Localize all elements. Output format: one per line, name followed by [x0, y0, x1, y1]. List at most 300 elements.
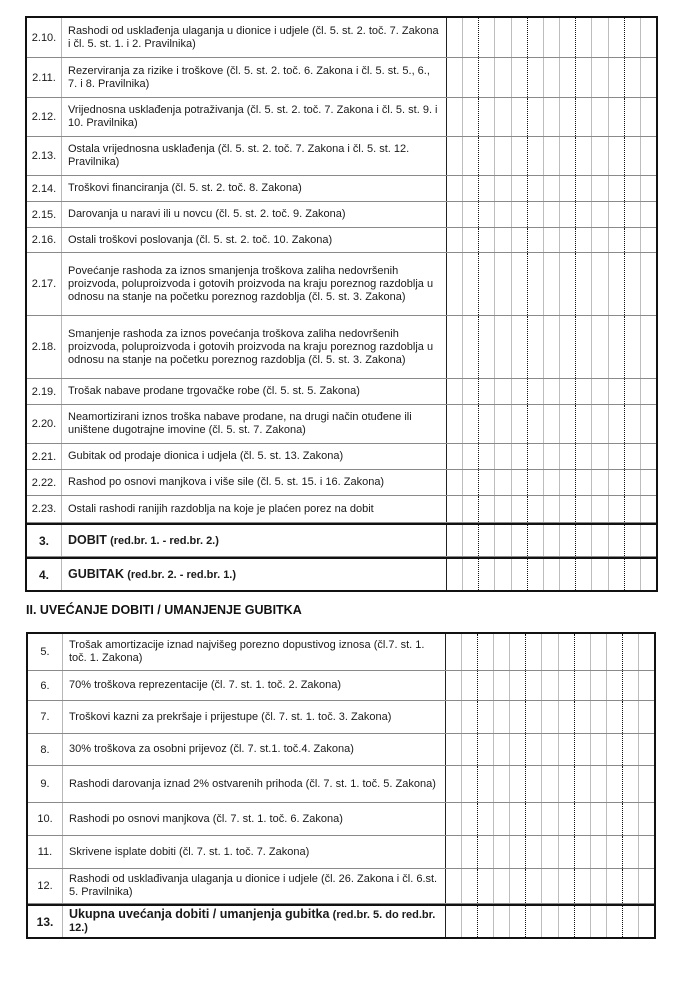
digit-cell[interactable]: [625, 202, 641, 227]
digit-cell[interactable]: [641, 137, 656, 175]
amount-input-grid[interactable]: [446, 58, 656, 97]
digit-cell[interactable]: [592, 496, 608, 522]
digit-cell[interactable]: [607, 906, 623, 937]
digit-cell[interactable]: [575, 671, 591, 700]
digit-cell[interactable]: [494, 671, 510, 700]
digit-cell[interactable]: [607, 869, 623, 903]
digit-cell[interactable]: [463, 559, 479, 590]
digit-cell[interactable]: [576, 444, 592, 469]
amount-input-grid[interactable]: [446, 379, 656, 404]
digit-cell[interactable]: [462, 836, 478, 868]
amount-input-grid[interactable]: [446, 496, 656, 522]
amount-input-grid[interactable]: [446, 559, 656, 590]
digit-cell[interactable]: [559, 803, 575, 835]
amount-input-grid[interactable]: [446, 405, 656, 443]
digit-cell[interactable]: [592, 559, 608, 590]
digit-cell[interactable]: [446, 836, 462, 868]
digit-cell[interactable]: [576, 316, 592, 378]
digit-cell[interactable]: [559, 869, 575, 903]
digit-cell[interactable]: [544, 379, 560, 404]
digit-cell[interactable]: [447, 379, 463, 404]
digit-cell[interactable]: [609, 559, 625, 590]
digit-cell[interactable]: [609, 405, 625, 443]
digit-cell[interactable]: [591, 906, 607, 937]
digit-cell[interactable]: [609, 98, 625, 136]
digit-cell[interactable]: [609, 470, 625, 495]
digit-cell[interactable]: [446, 803, 462, 835]
digit-cell[interactable]: [479, 137, 495, 175]
digit-cell[interactable]: [526, 671, 542, 700]
digit-cell[interactable]: [625, 253, 641, 315]
digit-cell[interactable]: [641, 253, 656, 315]
digit-cell[interactable]: [641, 496, 656, 522]
digit-cell[interactable]: [544, 18, 560, 57]
digit-cell[interactable]: [625, 228, 641, 252]
amount-input-grid[interactable]: [445, 671, 654, 700]
digit-cell[interactable]: [560, 58, 576, 97]
digit-cell[interactable]: [592, 525, 608, 556]
digit-cell[interactable]: [528, 253, 544, 315]
digit-cell[interactable]: [641, 470, 656, 495]
digit-cell[interactable]: [528, 379, 544, 404]
digit-cell[interactable]: [544, 525, 560, 556]
digit-cell[interactable]: [478, 701, 494, 733]
digit-cell[interactable]: [495, 18, 511, 57]
digit-cell[interactable]: [625, 496, 641, 522]
digit-cell[interactable]: [528, 58, 544, 97]
digit-cell[interactable]: [576, 379, 592, 404]
digit-cell[interactable]: [512, 525, 528, 556]
digit-cell[interactable]: [446, 766, 462, 802]
digit-cell[interactable]: [478, 906, 494, 937]
digit-cell[interactable]: [623, 766, 639, 802]
digit-cell[interactable]: [641, 559, 656, 590]
digit-cell[interactable]: [641, 58, 656, 97]
digit-cell[interactable]: [479, 405, 495, 443]
digit-cell[interactable]: [447, 559, 463, 590]
digit-cell[interactable]: [625, 316, 641, 378]
digit-cell[interactable]: [592, 379, 608, 404]
digit-cell[interactable]: [559, 734, 575, 765]
digit-cell[interactable]: [528, 18, 544, 57]
digit-cell[interactable]: [494, 701, 510, 733]
digit-cell[interactable]: [639, 869, 654, 903]
digit-cell[interactable]: [512, 98, 528, 136]
digit-cell[interactable]: [478, 803, 494, 835]
digit-cell[interactable]: [575, 734, 591, 765]
digit-cell[interactable]: [528, 176, 544, 201]
digit-cell[interactable]: [479, 316, 495, 378]
digit-cell[interactable]: [639, 701, 654, 733]
digit-cell[interactable]: [576, 405, 592, 443]
digit-cell[interactable]: [560, 316, 576, 378]
digit-cell[interactable]: [544, 444, 560, 469]
digit-cell[interactable]: [576, 137, 592, 175]
digit-cell[interactable]: [542, 634, 558, 670]
digit-cell[interactable]: [479, 253, 495, 315]
digit-cell[interactable]: [495, 253, 511, 315]
amount-input-grid[interactable]: [446, 444, 656, 469]
digit-cell[interactable]: [641, 228, 656, 252]
digit-cell[interactable]: [559, 634, 575, 670]
digit-cell[interactable]: [479, 98, 495, 136]
digit-cell[interactable]: [591, 836, 607, 868]
digit-cell[interactable]: [542, 906, 558, 937]
digit-cell[interactable]: [512, 405, 528, 443]
digit-cell[interactable]: [526, 701, 542, 733]
digit-cell[interactable]: [526, 869, 542, 903]
digit-cell[interactable]: [526, 803, 542, 835]
digit-cell[interactable]: [510, 734, 526, 765]
digit-cell[interactable]: [576, 496, 592, 522]
digit-cell[interactable]: [495, 228, 511, 252]
amount-input-grid[interactable]: [446, 137, 656, 175]
digit-cell[interactable]: [560, 496, 576, 522]
digit-cell[interactable]: [479, 202, 495, 227]
digit-cell[interactable]: [591, 634, 607, 670]
digit-cell[interactable]: [641, 202, 656, 227]
digit-cell[interactable]: [495, 379, 511, 404]
digit-cell[interactable]: [641, 316, 656, 378]
digit-cell[interactable]: [575, 836, 591, 868]
digit-cell[interactable]: [623, 734, 639, 765]
digit-cell[interactable]: [494, 766, 510, 802]
digit-cell[interactable]: [625, 98, 641, 136]
digit-cell[interactable]: [478, 734, 494, 765]
digit-cell[interactable]: [463, 137, 479, 175]
digit-cell[interactable]: [591, 869, 607, 903]
digit-cell[interactable]: [591, 701, 607, 733]
digit-cell[interactable]: [544, 405, 560, 443]
digit-cell[interactable]: [462, 701, 478, 733]
digit-cell[interactable]: [576, 559, 592, 590]
digit-cell[interactable]: [623, 634, 639, 670]
digit-cell[interactable]: [576, 253, 592, 315]
digit-cell[interactable]: [542, 671, 558, 700]
digit-cell[interactable]: [609, 58, 625, 97]
digit-cell[interactable]: [495, 470, 511, 495]
digit-cell[interactable]: [609, 316, 625, 378]
digit-cell[interactable]: [447, 444, 463, 469]
digit-cell[interactable]: [528, 137, 544, 175]
digit-cell[interactable]: [625, 559, 641, 590]
digit-cell[interactable]: [592, 176, 608, 201]
digit-cell[interactable]: [542, 766, 558, 802]
digit-cell[interactable]: [544, 58, 560, 97]
digit-cell[interactable]: [526, 906, 542, 937]
digit-cell[interactable]: [544, 316, 560, 378]
digit-cell[interactable]: [512, 137, 528, 175]
digit-cell[interactable]: [463, 253, 479, 315]
digit-cell[interactable]: [479, 444, 495, 469]
digit-cell[interactable]: [512, 444, 528, 469]
digit-cell[interactable]: [560, 253, 576, 315]
digit-cell[interactable]: [479, 559, 495, 590]
digit-cell[interactable]: [560, 559, 576, 590]
digit-cell[interactable]: [607, 671, 623, 700]
digit-cell[interactable]: [447, 176, 463, 201]
digit-cell[interactable]: [575, 906, 591, 937]
digit-cell[interactable]: [609, 202, 625, 227]
digit-cell[interactable]: [592, 253, 608, 315]
digit-cell[interactable]: [495, 98, 511, 136]
digit-cell[interactable]: [478, 766, 494, 802]
digit-cell[interactable]: [639, 766, 654, 802]
digit-cell[interactable]: [447, 228, 463, 252]
digit-cell[interactable]: [478, 634, 494, 670]
amount-input-grid[interactable]: [445, 906, 654, 937]
digit-cell[interactable]: [512, 58, 528, 97]
digit-cell[interactable]: [607, 701, 623, 733]
digit-cell[interactable]: [542, 869, 558, 903]
digit-cell[interactable]: [560, 379, 576, 404]
digit-cell[interactable]: [609, 253, 625, 315]
digit-cell[interactable]: [495, 137, 511, 175]
digit-cell[interactable]: [607, 836, 623, 868]
digit-cell[interactable]: [494, 836, 510, 868]
digit-cell[interactable]: [544, 98, 560, 136]
amount-input-grid[interactable]: [445, 869, 654, 903]
digit-cell[interactable]: [641, 405, 656, 443]
digit-cell[interactable]: [510, 766, 526, 802]
digit-cell[interactable]: [544, 228, 560, 252]
digit-cell[interactable]: [462, 869, 478, 903]
digit-cell[interactable]: [495, 58, 511, 97]
digit-cell[interactable]: [639, 634, 654, 670]
digit-cell[interactable]: [625, 137, 641, 175]
digit-cell[interactable]: [623, 671, 639, 700]
digit-cell[interactable]: [510, 869, 526, 903]
digit-cell[interactable]: [592, 58, 608, 97]
digit-cell[interactable]: [542, 701, 558, 733]
digit-cell[interactable]: [592, 137, 608, 175]
amount-input-grid[interactable]: [446, 176, 656, 201]
digit-cell[interactable]: [609, 444, 625, 469]
digit-cell[interactable]: [528, 228, 544, 252]
digit-cell[interactable]: [495, 176, 511, 201]
digit-cell[interactable]: [495, 559, 511, 590]
digit-cell[interactable]: [447, 18, 463, 57]
digit-cell[interactable]: [544, 470, 560, 495]
digit-cell[interactable]: [446, 869, 462, 903]
digit-cell[interactable]: [591, 671, 607, 700]
digit-cell[interactable]: [512, 316, 528, 378]
digit-cell[interactable]: [609, 228, 625, 252]
digit-cell[interactable]: [528, 202, 544, 227]
digit-cell[interactable]: [639, 803, 654, 835]
digit-cell[interactable]: [641, 379, 656, 404]
digit-cell[interactable]: [576, 202, 592, 227]
amount-input-grid[interactable]: [446, 18, 656, 57]
digit-cell[interactable]: [528, 316, 544, 378]
digit-cell[interactable]: [542, 734, 558, 765]
digit-cell[interactable]: [512, 253, 528, 315]
digit-cell[interactable]: [592, 202, 608, 227]
amount-input-grid[interactable]: [445, 766, 654, 802]
digit-cell[interactable]: [560, 525, 576, 556]
digit-cell[interactable]: [641, 98, 656, 136]
digit-cell[interactable]: [625, 176, 641, 201]
digit-cell[interactable]: [625, 444, 641, 469]
digit-cell[interactable]: [609, 379, 625, 404]
digit-cell[interactable]: [447, 470, 463, 495]
digit-cell[interactable]: [609, 18, 625, 57]
digit-cell[interactable]: [641, 444, 656, 469]
digit-cell[interactable]: [623, 701, 639, 733]
digit-cell[interactable]: [576, 525, 592, 556]
digit-cell[interactable]: [591, 734, 607, 765]
digit-cell[interactable]: [575, 803, 591, 835]
digit-cell[interactable]: [447, 202, 463, 227]
digit-cell[interactable]: [512, 559, 528, 590]
digit-cell[interactable]: [463, 405, 479, 443]
digit-cell[interactable]: [641, 525, 656, 556]
digit-cell[interactable]: [447, 525, 463, 556]
digit-cell[interactable]: [560, 98, 576, 136]
digit-cell[interactable]: [576, 58, 592, 97]
digit-cell[interactable]: [560, 202, 576, 227]
digit-cell[interactable]: [575, 701, 591, 733]
digit-cell[interactable]: [463, 496, 479, 522]
digit-cell[interactable]: [544, 496, 560, 522]
amount-input-grid[interactable]: [446, 253, 656, 315]
digit-cell[interactable]: [446, 701, 462, 733]
digit-cell[interactable]: [575, 766, 591, 802]
digit-cell[interactable]: [639, 836, 654, 868]
digit-cell[interactable]: [479, 470, 495, 495]
digit-cell[interactable]: [463, 228, 479, 252]
amount-input-grid[interactable]: [445, 836, 654, 868]
amount-input-grid[interactable]: [445, 734, 654, 765]
digit-cell[interactable]: [576, 228, 592, 252]
digit-cell[interactable]: [639, 734, 654, 765]
digit-cell[interactable]: [560, 444, 576, 469]
digit-cell[interactable]: [526, 634, 542, 670]
digit-cell[interactable]: [528, 559, 544, 590]
digit-cell[interactable]: [494, 803, 510, 835]
digit-cell[interactable]: [479, 525, 495, 556]
digit-cell[interactable]: [592, 444, 608, 469]
digit-cell[interactable]: [542, 836, 558, 868]
digit-cell[interactable]: [526, 836, 542, 868]
digit-cell[interactable]: [592, 18, 608, 57]
digit-cell[interactable]: [495, 405, 511, 443]
digit-cell[interactable]: [576, 98, 592, 136]
digit-cell[interactable]: [528, 525, 544, 556]
digit-cell[interactable]: [623, 869, 639, 903]
digit-cell[interactable]: [544, 253, 560, 315]
digit-cell[interactable]: [510, 836, 526, 868]
digit-cell[interactable]: [560, 228, 576, 252]
digit-cell[interactable]: [625, 405, 641, 443]
digit-cell[interactable]: [559, 671, 575, 700]
digit-cell[interactable]: [607, 766, 623, 802]
digit-cell[interactable]: [528, 405, 544, 443]
digit-cell[interactable]: [463, 525, 479, 556]
digit-cell[interactable]: [462, 634, 478, 670]
digit-cell[interactable]: [609, 525, 625, 556]
digit-cell[interactable]: [544, 202, 560, 227]
digit-cell[interactable]: [494, 634, 510, 670]
digit-cell[interactable]: [478, 836, 494, 868]
digit-cell[interactable]: [462, 734, 478, 765]
digit-cell[interactable]: [463, 202, 479, 227]
digit-cell[interactable]: [528, 98, 544, 136]
digit-cell[interactable]: [592, 228, 608, 252]
digit-cell[interactable]: [607, 803, 623, 835]
digit-cell[interactable]: [510, 803, 526, 835]
digit-cell[interactable]: [560, 405, 576, 443]
digit-cell[interactable]: [559, 906, 575, 937]
digit-cell[interactable]: [641, 18, 656, 57]
digit-cell[interactable]: [641, 176, 656, 201]
digit-cell[interactable]: [560, 470, 576, 495]
digit-cell[interactable]: [447, 405, 463, 443]
amount-input-grid[interactable]: [445, 701, 654, 733]
digit-cell[interactable]: [478, 671, 494, 700]
digit-cell[interactable]: [446, 734, 462, 765]
digit-cell[interactable]: [494, 906, 510, 937]
amount-input-grid[interactable]: [446, 228, 656, 252]
amount-input-grid[interactable]: [446, 98, 656, 136]
digit-cell[interactable]: [639, 906, 654, 937]
digit-cell[interactable]: [510, 634, 526, 670]
digit-cell[interactable]: [446, 634, 462, 670]
digit-cell[interactable]: [479, 379, 495, 404]
digit-cell[interactable]: [495, 202, 511, 227]
digit-cell[interactable]: [575, 634, 591, 670]
digit-cell[interactable]: [544, 559, 560, 590]
digit-cell[interactable]: [463, 444, 479, 469]
digit-cell[interactable]: [479, 496, 495, 522]
digit-cell[interactable]: [544, 176, 560, 201]
digit-cell[interactable]: [591, 766, 607, 802]
amount-input-grid[interactable]: [445, 634, 654, 670]
digit-cell[interactable]: [463, 58, 479, 97]
digit-cell[interactable]: [542, 803, 558, 835]
digit-cell[interactable]: [512, 379, 528, 404]
digit-cell[interactable]: [528, 470, 544, 495]
digit-cell[interactable]: [512, 228, 528, 252]
digit-cell[interactable]: [623, 906, 639, 937]
digit-cell[interactable]: [607, 634, 623, 670]
digit-cell[interactable]: [447, 98, 463, 136]
digit-cell[interactable]: [462, 803, 478, 835]
digit-cell[interactable]: [526, 734, 542, 765]
digit-cell[interactable]: [528, 444, 544, 469]
digit-cell[interactable]: [463, 316, 479, 378]
digit-cell[interactable]: [560, 137, 576, 175]
digit-cell[interactable]: [447, 253, 463, 315]
digit-cell[interactable]: [463, 470, 479, 495]
digit-cell[interactable]: [495, 444, 511, 469]
amount-input-grid[interactable]: [446, 525, 656, 556]
digit-cell[interactable]: [512, 176, 528, 201]
digit-cell[interactable]: [576, 176, 592, 201]
digit-cell[interactable]: [592, 405, 608, 443]
digit-cell[interactable]: [510, 906, 526, 937]
digit-cell[interactable]: [462, 766, 478, 802]
digit-cell[interactable]: [609, 176, 625, 201]
digit-cell[interactable]: [609, 137, 625, 175]
digit-cell[interactable]: [576, 18, 592, 57]
digit-cell[interactable]: [623, 803, 639, 835]
digit-cell[interactable]: [512, 18, 528, 57]
digit-cell[interactable]: [446, 906, 462, 937]
digit-cell[interactable]: [463, 176, 479, 201]
digit-cell[interactable]: [446, 671, 462, 700]
digit-cell[interactable]: [639, 671, 654, 700]
